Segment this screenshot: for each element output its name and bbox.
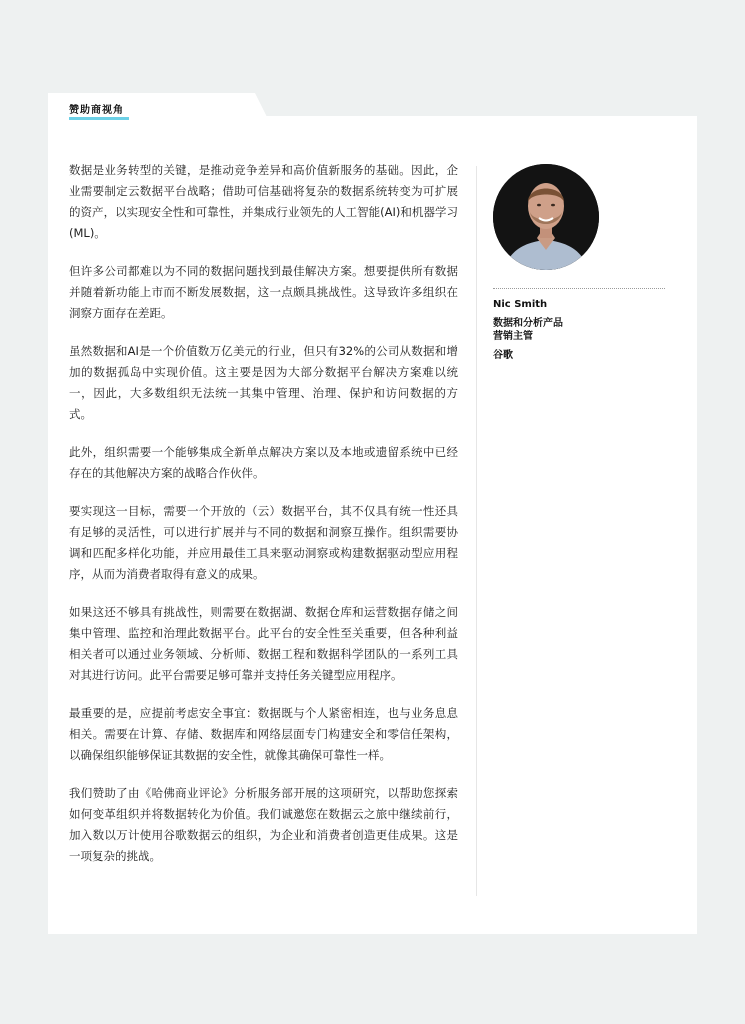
paragraph-2: 但许多公司都难以为不同的数据问题找到最佳解决方案。想要提供所有数据并随着新功能上市而不断发展数据，这一点颇具挑战性。这导致许多组织在洞察方面存在差距。: [69, 264, 458, 320]
author-info: [493, 298, 673, 362]
section-label-underline: [69, 117, 129, 120]
header-tab-notch: [255, 93, 267, 117]
paragraph-8: 我们赞助了由《哈佛商业评论》分析服务部开展的这项研究，以帮助您探索如何变革组织并将数据转化为价值。我们诚邀您在数据云之旅中继续前行，加入数以万计使用谷歌数据云的组织，为企业和消费者创造更佳成果。这是一项复杂的挑战。: [69, 786, 458, 863]
paragraph-4: 此外，组织需要一个能够集成全新单点解决方案以及本地或遗留系统中已经存在的其他解决方案的战略合作伙伴。: [69, 445, 458, 480]
author-name: Nic Smith: [493, 299, 548, 310]
author-company: 谷歌: [493, 350, 513, 361]
paragraph-5: 要实现这一目标，需要一个开放的（云）数据平台，其不仅具有统一性还具有足够的灵活性，可以进行扩展并与不同的数据和洞察互操作。组织需要协调和匹配多样化功能，并应用最佳工具来驱动洞察或构建数据驱动型应用程序，从而为消费者取得有意义的成果。: [69, 504, 458, 581]
paragraph-7: 最重要的是，应提前考虑安全事宜：数据既与个人紧密相连，也与业务息息相关。需要在计算、存储、数据库和网络层面专门构建安全和零信任架构，以确保组织能够保证其数据的安全性，就像其确保可靠性一样。: [69, 706, 458, 762]
author-separator: [493, 288, 665, 289]
author-portrait-image: [493, 164, 599, 270]
main-text-column: [69, 160, 458, 884]
author-title-line2: 营销主管: [493, 331, 533, 342]
paragraph-3: 虽然数据和AI是一个价值数万亿美元的行业，但只有32%的公司从数据和增加的数据孤岛中实现价值。这主要是因为大部分数据平台解决方案难以统一，因此，大多数组织无法统一其集中管理、治理、保护和访问数据的方式。: [69, 344, 458, 421]
paragraph-6: 如果这还不够具有挑战性，则需要在数据湖、数据仓库和运营数据存储之间集中管理、监控和治理此数据平台。此平台的安全性至关重要，但各种利益相关者可以通过业务领域、分析师、数据工程和数据科学团队的一系列工具对其进行访问。此平台需要足够可靠并支持任务关键型应用程序。: [69, 605, 458, 682]
paragraph-1: 数据是业务转型的关键，是推动竞争差异和高价值新服务的基础。因此，企业需要制定云数据平台战略；借助可信基础将复杂的数据系统转变为可扩展的资产，以实现安全性和可靠性，并集成行业领先的人工智能(AI)和机器学习(ML)。: [69, 163, 458, 240]
section-label: 赞助商视角: [69, 105, 124, 116]
author-title-line1: 数据和分析产品: [493, 318, 563, 329]
column-divider: [476, 166, 477, 896]
author-avatar: [493, 164, 599, 270]
